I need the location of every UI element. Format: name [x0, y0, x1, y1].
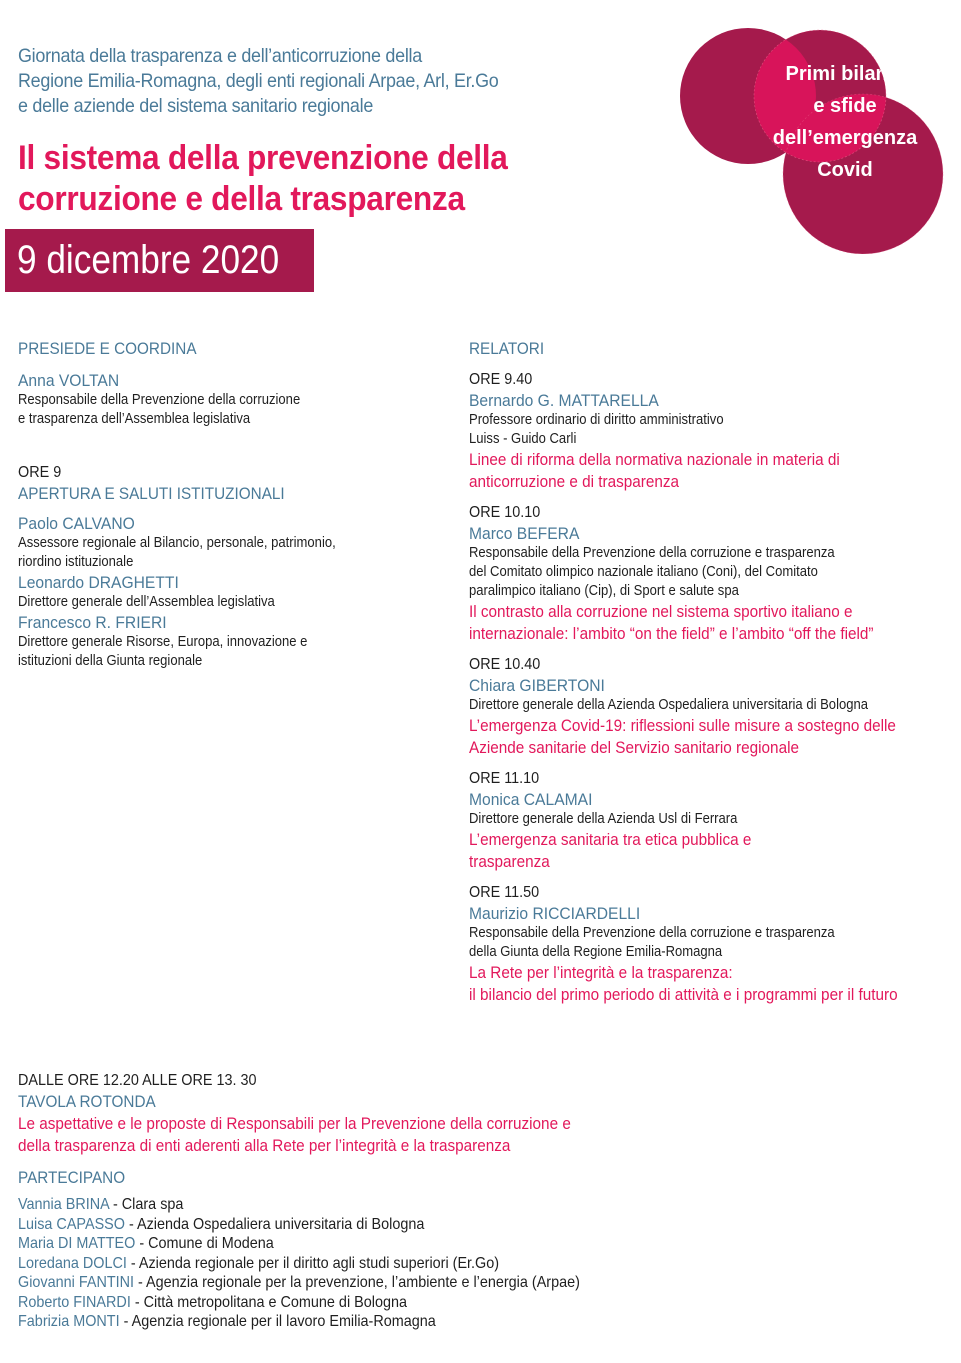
speaker-name: Francesco R. FRIERI — [18, 613, 167, 632]
participant-name: Vannia BRINA — [18, 1196, 109, 1213]
right-column — [469, 338, 954, 1016]
subtitle-line: Regione Emilia-Romagna, degli enti regionali Arpae, Arl, Er.Go — [18, 70, 499, 92]
round-table-section — [18, 1071, 658, 1332]
title-line: Il sistema della prevenzione della — [18, 139, 508, 177]
badge-line: e sfide — [813, 95, 877, 117]
speaker-role: Direttore generale Risorse, Europa, innovazione e — [18, 634, 308, 650]
speaker-entry — [18, 513, 448, 572]
covid-badge — [680, 24, 950, 254]
participant-org: - Azienda Ospedaliera universitaria di Bologna — [124, 1215, 425, 1233]
badge-line: dell’emergenza — [772, 127, 918, 149]
badge-line: Primi bilanci — [785, 63, 905, 85]
talk-time: ORE 9.40 — [469, 371, 533, 388]
talk-title: trasparenza — [469, 852, 550, 871]
section-heading-apertura: APERTURA E SALUTI ISTITUZIONALI — [18, 484, 285, 503]
participant-name: Loredana DOLCI — [18, 1254, 127, 1272]
subtitle-line: e delle aziende del sistema sanitario regionale — [18, 95, 374, 117]
talk-title: L’emergenza Covid-19: riflessioni sulle misure a sostegno delle — [469, 716, 896, 735]
talk-time: ORE 10.10 — [469, 504, 541, 521]
event-subtitle — [18, 44, 607, 119]
participant-org: - Clara spa — [108, 1196, 184, 1213]
participant-item — [18, 1195, 594, 1215]
talk-title: Il contrasto alla corruzione nel sistema sportivo italiano e — [469, 602, 853, 621]
round-table-time: DALLE ORE 12.20 ALLE ORE 13. 30 — [18, 1072, 257, 1089]
talk-title: La Rete per l’integrità e la trasparenza: — [469, 963, 733, 982]
title-line: corruzione e della trasparenza — [18, 180, 465, 218]
participant-name: Maria DI MATTEO — [18, 1235, 136, 1252]
speaker-entry — [18, 612, 448, 671]
speaker-role: Direttore generale dell’Assemblea legislativa — [18, 594, 275, 610]
talk-title: il bilancio del primo periodo di attività e i programmi per il futuro — [469, 985, 898, 1004]
speaker-role: Direttore generale della Azienda Ospedaliera universitaria di Bologna — [469, 697, 868, 713]
participant-item — [18, 1293, 594, 1313]
badge-text — [760, 58, 930, 186]
talk-entry — [469, 503, 954, 645]
session-time: ORE 9 — [18, 464, 62, 481]
participant-org: - Azienda regionale per il diritto agli studi superiori (Er.Go) — [126, 1254, 500, 1272]
participant-org: - Agenzia regionale per il lavoro Emilia-Romagna — [119, 1313, 436, 1330]
participant-item — [18, 1273, 594, 1293]
participant-org: - Città metropolitana e Comune di Bologna — [130, 1293, 407, 1311]
talk-time: ORE 11.10 — [469, 770, 540, 787]
participant-item — [18, 1234, 594, 1254]
chair-role: e trasparenza dell’Assemblea legislativa — [18, 411, 251, 427]
talk-title: Aziende sanitarie del Servizio sanitario regionale — [469, 738, 799, 757]
section-heading-partecipano: PARTECIPANO — [18, 1168, 126, 1187]
speaker-role: istituzioni della Giunta regionale — [18, 653, 203, 669]
participant-item — [18, 1312, 594, 1332]
participant-item — [18, 1254, 594, 1274]
section-heading-tavola: TAVOLA ROTONDA — [18, 1092, 156, 1111]
participant-name: Roberto FINARDI — [18, 1293, 131, 1311]
talk-title: Linee di riforma della normativa nazionale in materia di — [469, 450, 840, 469]
talk-time: ORE 10.40 — [469, 656, 541, 673]
chair-role: Responsabile della Prevenzione della corruzione — [18, 392, 301, 408]
speaker-role: Luiss - Guido Carli — [469, 431, 577, 447]
talk-time: ORE 11.50 — [469, 884, 540, 901]
speaker-role: paralimpico italiano (Cip), di Sport e salute spa — [469, 583, 739, 599]
round-table-title: Le aspettative e le proposte di Responsabili per la Prevenzione della corruzione e — [18, 1114, 571, 1133]
talk-entry — [469, 769, 954, 873]
speaker-role: riordino istituzionale — [18, 554, 134, 570]
speaker-name: Paolo CALVANO — [18, 514, 135, 533]
participant-name: Fabrizia MONTI — [18, 1313, 120, 1330]
speaker-role: della Giunta della Regione Emilia-Romagna — [469, 944, 723, 960]
speaker-role: Direttore generale della Azienda Usl di Ferrara — [469, 811, 738, 827]
left-column — [18, 338, 448, 671]
speaker-role: Assessore regionale al Bilancio, personale, patrimonio, — [18, 535, 336, 551]
speaker-name: Bernardo G. MATTARELLA — [469, 391, 659, 410]
speaker-role: Professore ordinario di diritto amministrativo — [469, 412, 724, 428]
talk-title: internazionale: l’ambito “on the field” e l’ambito “off the field” — [469, 624, 874, 643]
speaker-name: Maurizio RICCIARDELLI — [469, 904, 641, 923]
section-heading-relatori: RELATORI — [469, 339, 545, 358]
speaker-name: Monica CALAMAI — [469, 790, 593, 809]
speaker-name: Chiara GIBERTONI — [469, 676, 605, 695]
date-banner — [5, 229, 314, 292]
talk-entry — [469, 370, 954, 493]
badge-line: Covid — [817, 159, 873, 181]
speaker-role: del Comitato olimpico nazionale italiano (Coni), del Comitato — [469, 564, 818, 580]
round-table-title: della trasparenza di enti aderenti alla Rete per l’integrità e la trasparenza — [18, 1136, 511, 1155]
talk-title: anticorruzione e di trasparenza — [469, 472, 680, 491]
participant-item — [18, 1215, 594, 1235]
talk-entry — [469, 883, 954, 1006]
participant-org: - Agenzia regionale per la prevenzione, l’ambiente e l’energia (Arpae) — [134, 1274, 580, 1291]
participant-name: Luisa CAPASSO — [18, 1215, 125, 1233]
speaker-role: Responsabile della Prevenzione della corruzione e trasparenza — [469, 925, 835, 941]
participant-org: - Comune di Modena — [135, 1235, 274, 1252]
talk-entry — [469, 655, 954, 759]
page-title — [18, 138, 688, 220]
speaker-role: Responsabile della Prevenzione della corruzione e trasparenza — [469, 545, 835, 561]
speaker-name: Leonardo DRAGHETTI — [18, 573, 179, 592]
speaker-entry — [18, 572, 448, 612]
section-heading-presiede: PRESIEDE E COORDINA — [18, 339, 197, 358]
chair-name: Anna VOLTAN — [18, 371, 120, 390]
speaker-name: Marco BEFERA — [469, 524, 580, 543]
participant-name: Giovanni FANTINI — [18, 1274, 135, 1291]
talk-title: L’emergenza sanitaria tra etica pubblica e — [469, 830, 752, 849]
subtitle-line: Giornata della trasparenza e dell’anticorruzione della — [18, 45, 422, 67]
event-date: 9 dicembre 2020 — [17, 238, 280, 282]
